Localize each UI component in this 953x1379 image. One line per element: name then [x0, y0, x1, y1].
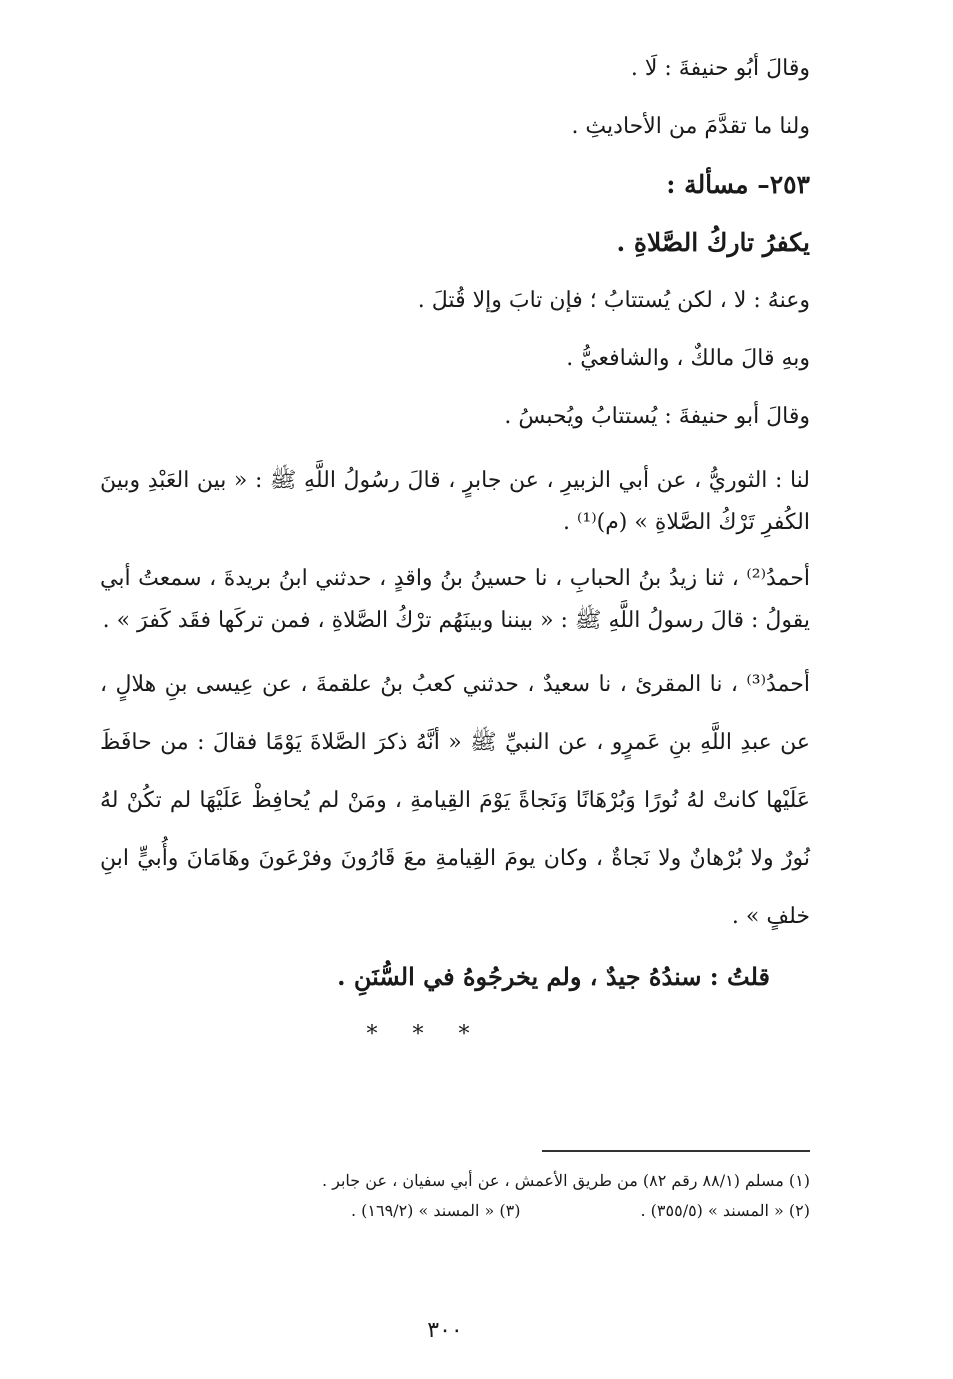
footnote-1: (١) مسلم (٨٨/١ رقم ٨٢) من طريق الأعمش ، عن أبي سفيان ، عن جابر . — [321, 1171, 810, 1190]
footnote-rule — [542, 1150, 810, 1152]
text-line: وبهِ قالَ مالكٌ ، والشافعيُّ . — [566, 346, 810, 371]
text-line: وقالَ أبُو حنيفةَ : لَا . — [630, 56, 810, 81]
section-heading: ٢٥٣– مسألة : — [666, 170, 810, 199]
hadith-paragraph: أحمدُ⁽²⁾ ، ثنا زيدُ بنُ الحبابِ ، نا حسينُ بنُ واقدٍ ، حدثني ابنُ بريدةَ ، سمعتُ أبي يقولُ : قالَ رسولُ اللَّهِ ﷺ : « بيننا وبينَهُم ترْكُ الصَّلاةِ ، فمن تركَها فقَد كَفرَ » . — [100, 566, 810, 633]
footnote-3: (٣) « المسند » (١٦٩/٢) . — [350, 1201, 521, 1220]
hadith-paragraph: أحمدُ⁽³⁾ ، نا المقرئ ، نا سعيدٌ ، حدثني كعبُ بنُ علقمةَ ، عن عِيسى بنِ هلالٍ ، عن عبدِ اللَّهِ بنِ عَمرٍو ، عن النبيِّ ﷺ « أنَّهُ ذكرَ الصَّلاةَ يَوْمًا فقالَ : من حافَظَ عَلَيْها كانتْ لهُ نُورًا وَبُرْهَانًا وَنَجاةً يَوْمَ القِيامةِ ، ومَنْ لم يُحافِظْ عَلَيْهَا لم تكُنْ لهُ نُورٌ ولا بُرْهانٌ ولا نَجاةٌ ، وكان يومَ القِيامةِ معَ قَارُونَ وفرْعَونَ وهَامَانَ وأُبيٍّ ابنِ خلفٍ » . — [100, 672, 810, 929]
page-number: ٣٠٠ — [427, 1318, 463, 1343]
footnote-row — [100, 1196, 810, 1226]
footnote-2: (٢) « المسند » (٣٥٥/٥) . — [640, 1201, 810, 1220]
section-subheading: يكفرُ تاركُ الصَّلاةِ . — [616, 228, 810, 257]
conclusion-line: قلتُ : سندُهُ جيدٌ ، ولم يخرجُوهُ في السُّنَنِ . — [337, 962, 770, 991]
book-page — [100, 40, 810, 1343]
hadith-paragraph: لنا : الثوريُّ ، عن أبي الزبيرِ ، عن جابرٍ ، قالَ رسُولُ اللَّهِ ﷺ : « بين العَبْدِ وبينَ الكُفرِ تَرْكُ الصَّلاةِ » (م)⁽¹⁾ . — [100, 468, 810, 535]
footnote-gap — [520, 1196, 640, 1226]
footnotes — [100, 1166, 810, 1226]
text-line: ولنا ما تقدَّمَ من الأحاديثِ . — [571, 114, 810, 139]
footnote-row — [100, 1166, 810, 1196]
section-separator: * * * — [366, 1022, 484, 1047]
text-line: وعنهُ : لا ، لكن يُستتابُ ؛ فإن تابَ وإلا قُتلَ . — [417, 288, 810, 313]
text-line: وقالَ أبو حنيفةَ : يُستتابُ ويُحبسُ . — [504, 404, 810, 429]
